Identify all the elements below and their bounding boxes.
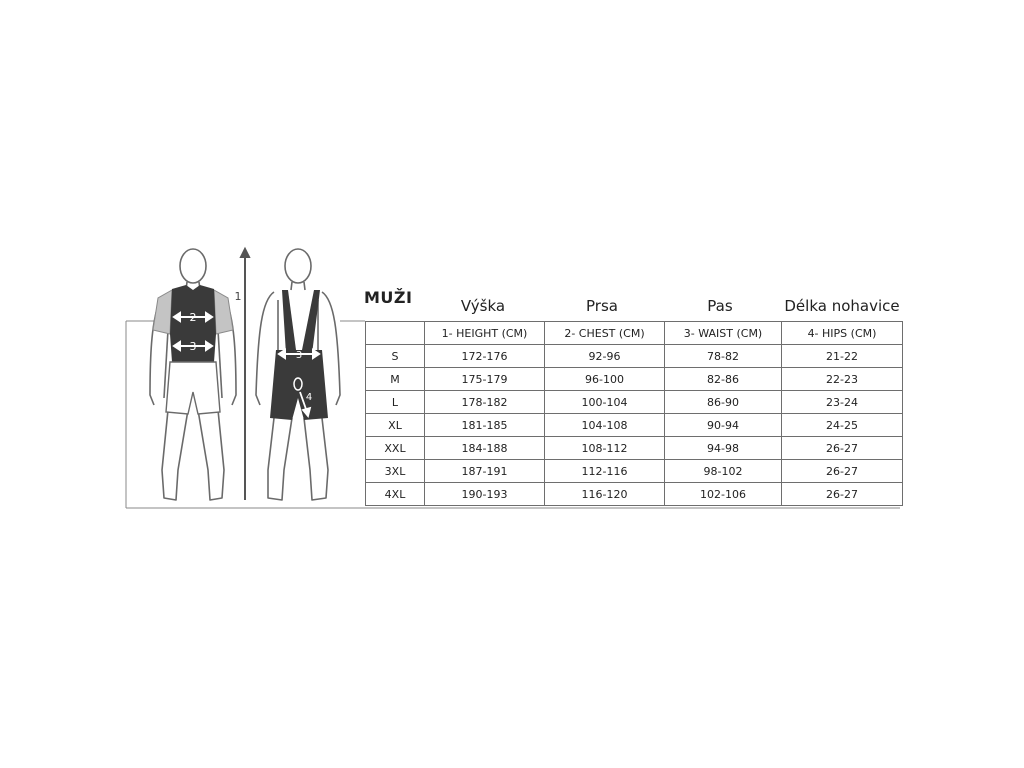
cell-chest: 104-108 <box>545 414 665 437</box>
cell-waist: 78-82 <box>665 345 782 368</box>
table-row <box>366 368 903 391</box>
cell-waist: 94-98 <box>665 437 782 460</box>
cell-chest: 92-96 <box>545 345 665 368</box>
table-row <box>366 460 903 483</box>
cell-size: XXL <box>366 437 425 460</box>
waist-marker-front: 3 <box>189 340 197 353</box>
header-cz-height: Výška <box>460 297 506 315</box>
cell-chest: 116-120 <box>545 483 665 506</box>
cell-hips: 22-23 <box>782 368 903 391</box>
header-size <box>366 322 425 345</box>
cell-waist: 98-102 <box>665 460 782 483</box>
header-cz-leg: Délka nohavice <box>784 297 900 315</box>
shorts-front <box>166 362 220 414</box>
cell-waist: 90-94 <box>665 414 782 437</box>
header-cz-waist: Pas <box>707 297 733 315</box>
cell-hips: 24-25 <box>782 414 903 437</box>
waist-marker-back: 3 <box>295 350 303 361</box>
cell-waist: 102-106 <box>665 483 782 506</box>
cell-height: 175-179 <box>425 368 545 391</box>
table-row <box>366 345 903 368</box>
header-chest: 2- CHEST (CM) <box>545 322 665 345</box>
cell-height: 178-182 <box>425 391 545 414</box>
table-row <box>366 391 903 414</box>
cell-height: 181-185 <box>425 414 545 437</box>
cell-waist: 86-90 <box>665 391 782 414</box>
cell-chest: 100-104 <box>545 391 665 414</box>
jersey-sleeve-left <box>153 290 172 334</box>
cell-waist: 82-86 <box>665 368 782 391</box>
cell-chest: 112-116 <box>545 460 665 483</box>
table-row <box>366 483 903 506</box>
cell-hips: 26-27 <box>782 437 903 460</box>
jersey-sleeve-right <box>214 290 233 334</box>
cell-hips: 26-27 <box>782 483 903 506</box>
cell-size: L <box>366 391 425 414</box>
size-table <box>365 321 903 506</box>
cell-size: 3XL <box>366 460 425 483</box>
header-waist: 3- WAIST (CM) <box>665 322 782 345</box>
cell-hips: 23-24 <box>782 391 903 414</box>
cell-chest: 96-100 <box>545 368 665 391</box>
header-cz-chest: Prsa <box>586 297 618 315</box>
cell-hips: 21-22 <box>782 345 903 368</box>
cell-height: 190-193 <box>425 483 545 506</box>
chest-marker: 2 <box>189 311 197 324</box>
table-row <box>366 437 903 460</box>
bib-strap-left <box>282 290 296 354</box>
cell-size: M <box>366 368 425 391</box>
height-marker: 1 <box>234 290 242 303</box>
header-hips: 4- HIPS (CM) <box>782 322 903 345</box>
cell-height: 187-191 <box>425 460 545 483</box>
cell-size: S <box>366 345 425 368</box>
cell-size: XL <box>366 414 425 437</box>
cell-height: 172-176 <box>425 345 545 368</box>
cell-size: 4XL <box>366 483 425 506</box>
height-arrow <box>241 249 249 500</box>
table-row <box>366 414 903 437</box>
cell-chest: 108-112 <box>545 437 665 460</box>
hips-marker: 4 <box>305 392 313 403</box>
header-height: 1- HEIGHT (CM) <box>425 322 545 345</box>
section-title: MUŽI <box>364 288 413 307</box>
table-header-row <box>366 322 903 345</box>
cell-height: 184-188 <box>425 437 545 460</box>
cell-hips: 26-27 <box>782 460 903 483</box>
